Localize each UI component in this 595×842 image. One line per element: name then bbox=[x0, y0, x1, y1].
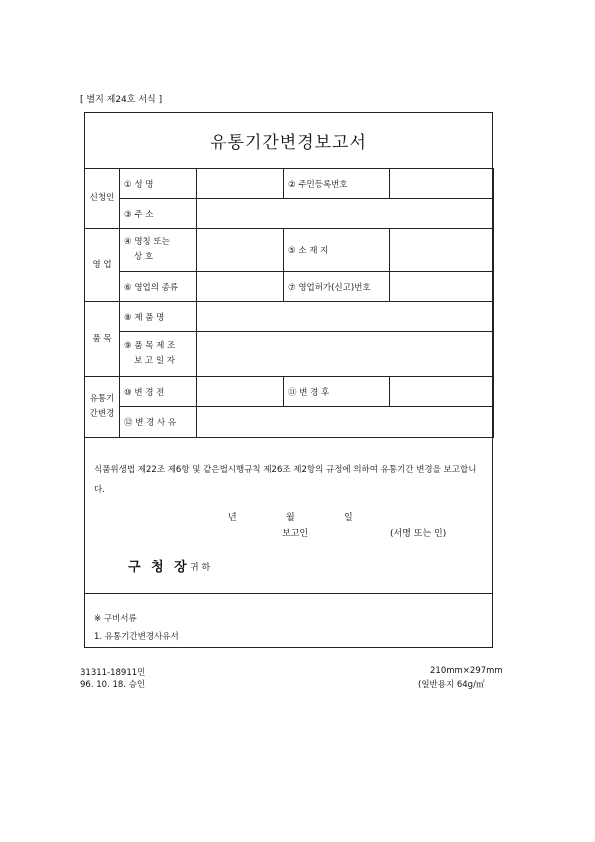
recipient-suffix: 귀 하 bbox=[190, 563, 211, 573]
label-name: ① 성 명 bbox=[120, 169, 197, 199]
label-business-type: ⑥ 영업의 종류 bbox=[120, 272, 197, 302]
field-change-reason[interactable] bbox=[197, 407, 494, 438]
label-before-change: ⑩ 변 경 전 bbox=[120, 377, 197, 407]
field-permit-number[interactable] bbox=[390, 272, 494, 302]
field-product-name[interactable] bbox=[197, 302, 494, 332]
field-after-change[interactable] bbox=[390, 377, 494, 407]
label-resident-number: ② 주민등록번호 bbox=[284, 169, 390, 199]
field-resident-number[interactable] bbox=[390, 169, 494, 199]
footer-paper: (일반용지 64g/㎡ bbox=[418, 680, 485, 690]
section-item: 품 목 bbox=[85, 302, 120, 377]
section-change-line1: 유통기 bbox=[89, 394, 115, 404]
date-month-label: 월 bbox=[286, 513, 295, 523]
form-title: 유통기간변경보고서 bbox=[210, 132, 367, 153]
date-day-label: 일 bbox=[344, 513, 353, 523]
footer-size: 210mm×297mm bbox=[430, 666, 503, 676]
field-location[interactable] bbox=[390, 229, 494, 272]
field-business-type[interactable] bbox=[197, 272, 284, 302]
label-business-name-line2: 상 호 bbox=[134, 252, 154, 262]
field-before-change[interactable] bbox=[197, 377, 284, 407]
footer-code: 31311-18911민 bbox=[80, 668, 146, 678]
label-report-date-line1: ⑨ 품 목 제 조 bbox=[124, 341, 176, 351]
label-change-reason: ⑫ 변 경 사 유 bbox=[120, 407, 197, 438]
required-docs-title: ※ 구비서류 bbox=[94, 614, 137, 624]
field-name[interactable] bbox=[197, 169, 284, 199]
date-year-label: 년 bbox=[228, 513, 237, 523]
footer-approval: 96. 10. 18. 승인 bbox=[80, 680, 146, 690]
form-reference: [ 별지 제24호 서식 ] bbox=[80, 95, 163, 105]
section-change bbox=[85, 377, 120, 438]
signature-label: (서명 또는 인) bbox=[390, 529, 447, 539]
recipient-title: 구 청 장 bbox=[128, 560, 190, 575]
field-address[interactable] bbox=[197, 199, 494, 229]
required-docs-item: 1. 유통기간변경사유서 bbox=[94, 632, 179, 642]
reporter-label: 보고인 bbox=[282, 529, 309, 539]
field-business-name[interactable] bbox=[197, 229, 284, 272]
label-business-name bbox=[120, 229, 197, 272]
label-permit-number: ⑦ 영업허가(신고)번호 bbox=[284, 272, 390, 302]
form-table bbox=[84, 168, 494, 438]
label-address: ③ 주 소 bbox=[120, 199, 197, 229]
section-business: 영 업 bbox=[85, 229, 120, 302]
label-report-date-line2: 보 고 일 자 bbox=[134, 356, 175, 366]
label-product-name: ⑧ 제 품 명 bbox=[120, 302, 197, 332]
label-report-date bbox=[120, 332, 197, 377]
label-location: ⑤ 소 재 지 bbox=[284, 229, 390, 272]
field-report-date[interactable] bbox=[197, 332, 494, 377]
label-business-name-line1: ④ 명칭 또는 bbox=[124, 237, 170, 247]
section-applicant: 신청인 bbox=[85, 169, 120, 229]
section-divider bbox=[84, 593, 493, 594]
statement-text: 식품위생법 제22조 제6항 및 같은법시행규칙 제26조 제2항의 규정에 의하여 유통기간 변경을 보고합니다. bbox=[94, 465, 477, 495]
label-after-change: ⑪ 변 경 후 bbox=[284, 377, 390, 407]
section-change-line2: 간변경 bbox=[89, 409, 115, 419]
